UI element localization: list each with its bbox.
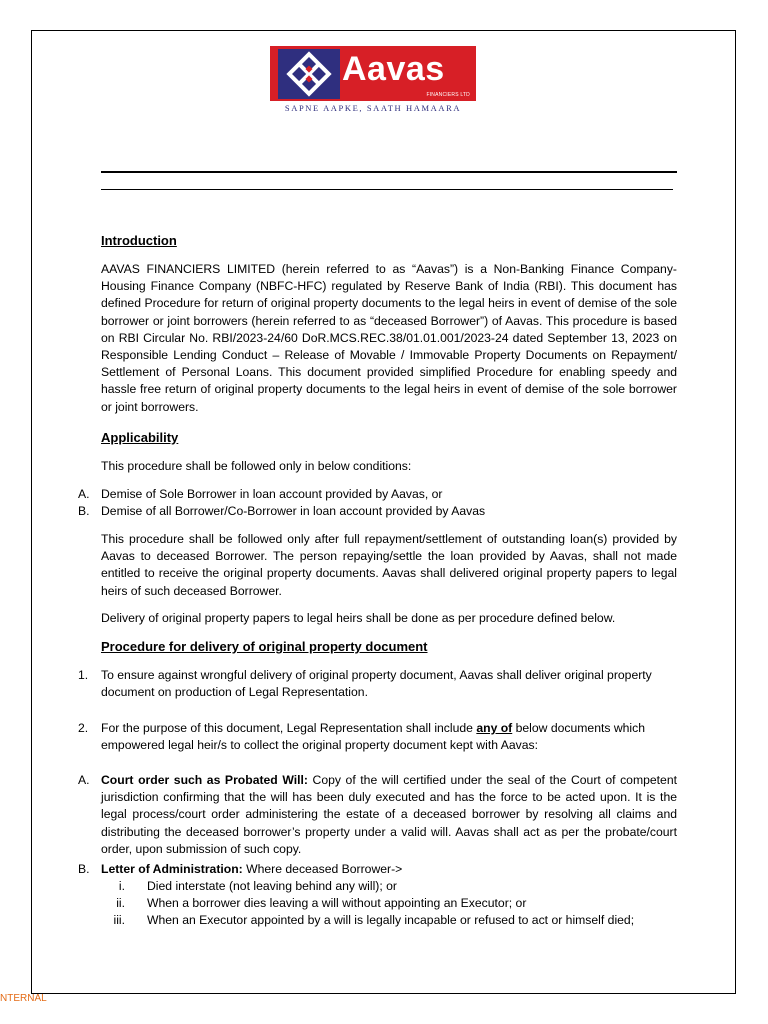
sub-list-item: Died interstate (not leaving behind any will); or <box>147 879 397 893</box>
list-marker: 1. <box>78 668 89 682</box>
applicability-heading: Applicability <box>101 430 179 445</box>
procedure-item <box>101 861 677 878</box>
header-rule-bottom <box>101 189 673 190</box>
company-logo <box>270 46 476 101</box>
procedure-step <box>101 720 677 754</box>
classification-label: NTERNAL <box>0 993 47 1004</box>
header-rule-top <box>101 171 677 173</box>
intro-heading: Introduction <box>101 233 177 248</box>
applicability-lead: This procedure shall be followed only in below conditions: <box>101 459 412 473</box>
step-emphasis: any of <box>476 721 513 735</box>
logo-tagline: SAPNE AAPKE, SAATH HAMAARA <box>284 103 462 113</box>
item-text: Where deceased Borrower-> <box>242 862 403 876</box>
intro-body: AAVAS FINANCIERS LIMITED (herein referred to as “Aavas”) is a Non-Banking Finance Company-Housing Finance Company (NBFC-HFC) regulated by Reserve Bank of India (RBI). This document has defined Procedure for return of original property documents to the legal heirs in event of demise of the sole borrower or joint borrowers (herein referred to as “deceased Borrower”) of Aavas. This procedure is based on RBI Circular No. RBI/2023-24/60 DoR.MCS.REC.38/01.01.001/2023-24 dated September 13, 2023 on Responsible Lending Conduct – Release of Movable / Immovable Property Documents on Repayment/ Settlement of Personal Loans. This document provided simplified Procedure for enabling speedy and hassle free return of original property documents to the legal heirs in event of demise of the sole borrower or joint borrowers. <box>101 262 677 414</box>
list-marker: A. <box>78 773 90 787</box>
item-text: Copy of the will certified under the seal of the Court of competent jurisdiction confirming that the will has been duly executed and has the force to be acted upon. It is the legal process/court order administering the estate of a deceased borrower by resolving all claims and distributing the deceased borrower’s property under a valid will. Aavas shall act as per the probate/court order, upon submission of such copy. <box>101 773 677 856</box>
item-title: Court order such as Probated Will: <box>101 773 308 787</box>
sub-list-marker: iii. <box>113 913 125 927</box>
list-marker: A. <box>78 487 90 501</box>
applicability-item: Demise of Sole Borrower in loan account provided by Aavas, or <box>101 487 443 501</box>
item-title: Letter of Administration: <box>101 862 243 876</box>
step-text: For the purpose of this document, Legal Representation shall include <box>101 721 477 735</box>
step-text: below documents which empowered legal heir/s to collect the original property document kept with Aavas: <box>101 721 646 753</box>
logo-name: Aavas <box>342 50 445 88</box>
applicability-paragraph: Delivery of original property papers to legal heirs shall be done as per procedure defined below. <box>101 611 616 625</box>
list-marker: 2. <box>78 721 89 735</box>
sub-list-item: When a borrower dies leaving a will without appointing an Executor; or <box>147 896 527 910</box>
applicability-item: Demise of all Borrower/Co-Borrower in loan account provided by Aavas <box>101 504 486 518</box>
list-marker: B. <box>78 504 90 518</box>
procedure-item <box>101 772 677 858</box>
sub-list-marker: i. <box>118 879 125 893</box>
logo-emblem-icon <box>278 49 340 99</box>
sub-list-marker: ii. <box>116 896 125 910</box>
applicability-paragraph: This procedure shall be followed only after full repayment/settlement of outstanding loan(s) provided by Aavas to deceased Borrower. The person repaying/settle the loan provided by Aavas, shall not made entitled to receive the original property documents. Aavas shall delivered original property papers to legal heirs of such deceased Borrower. <box>101 532 677 598</box>
logo-subtitle: FINANCIERS LTD <box>426 92 470 98</box>
procedure-step: To ensure against wrongful delivery of original property document, Aavas shall deliver original property document on production of Legal Representation. <box>101 668 652 700</box>
procedure-heading: Procedure for delivery of original property document <box>101 639 428 654</box>
sub-list-item: When an Executor appointed by a will is legally incapable or refused to act or himself died; <box>147 913 635 927</box>
list-marker: B. <box>78 862 90 876</box>
